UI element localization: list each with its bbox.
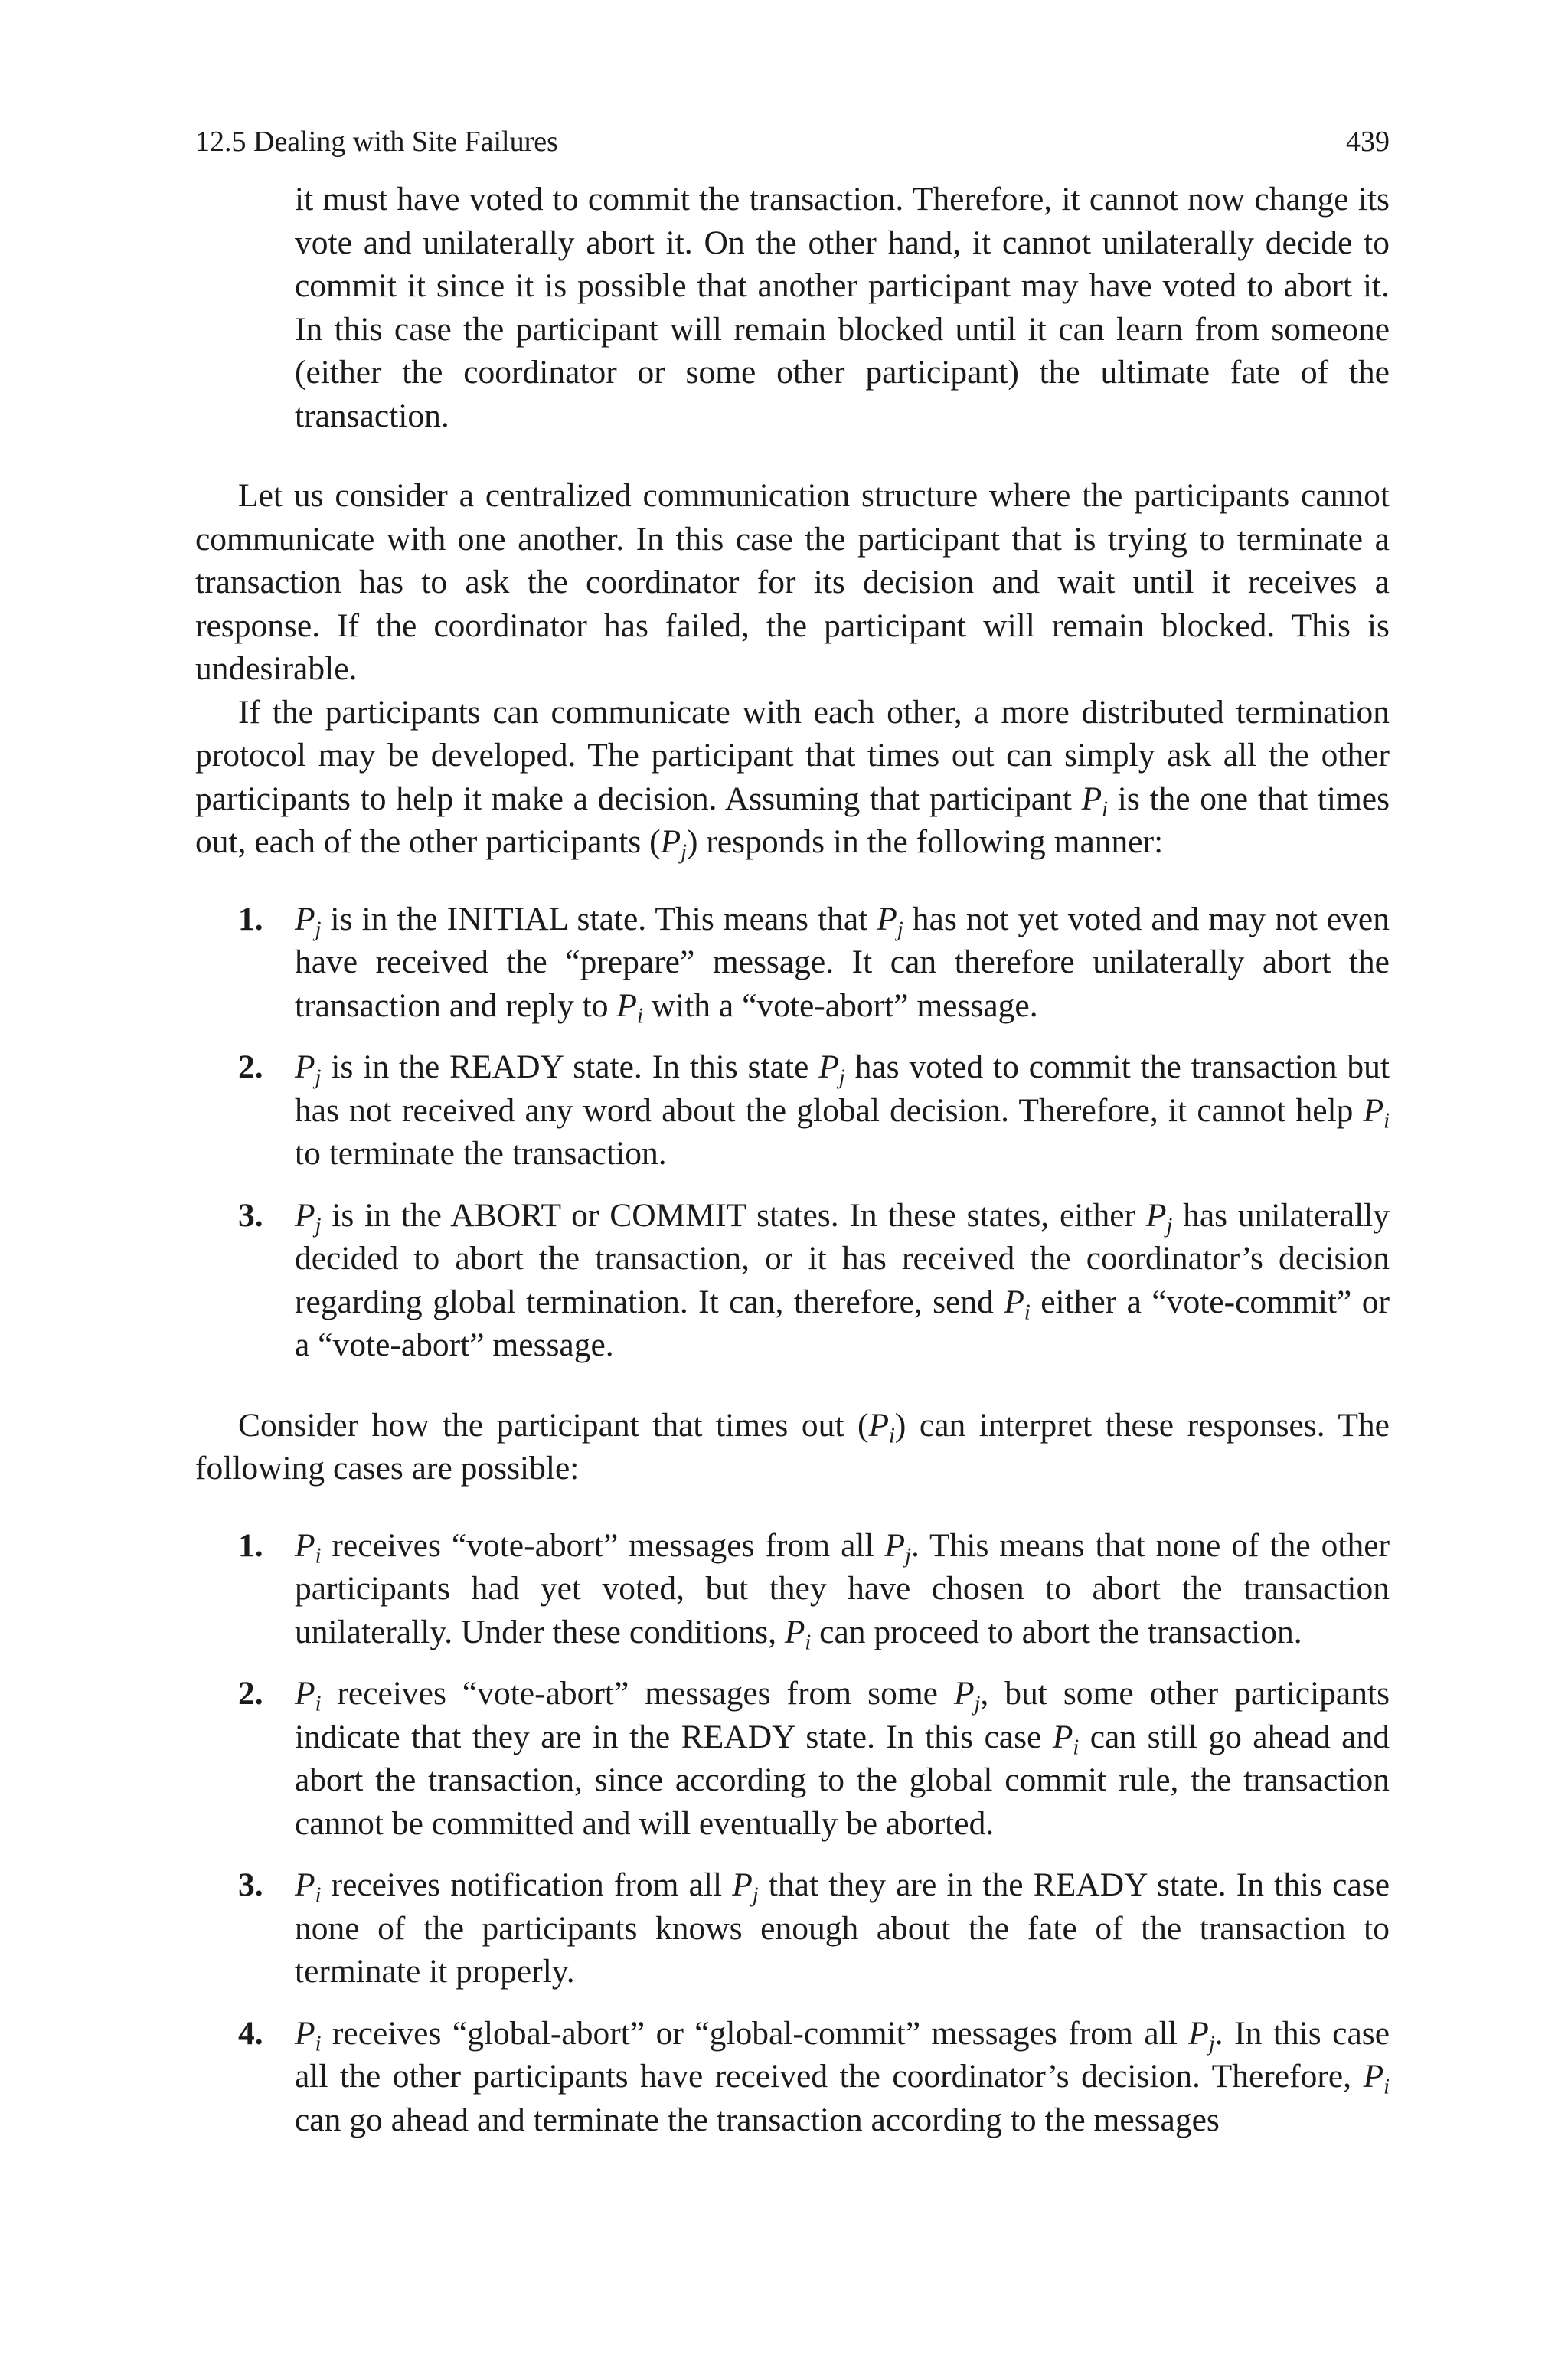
item-number: 1. — [238, 1526, 263, 1564]
text-run: to terminate the transaction. — [295, 1135, 667, 1172]
text-run: with a “vote-abort” message. — [642, 986, 1038, 1024]
list-item — [195, 1045, 1390, 1176]
symbol-p: P — [616, 986, 637, 1024]
text-run: receives notification from all — [321, 1866, 733, 1903]
symbol-p: P — [1363, 1091, 1384, 1129]
subscript-j: j — [315, 1213, 322, 1238]
list-item — [195, 1672, 1390, 1845]
text-run: ) responds in the following manner: — [687, 823, 1164, 860]
symbol-p: P — [1145, 1196, 1167, 1234]
paragraph-centralized: Let us consider a centralized communication structure where the participants cannot communicate with one another. In this case the participant that is trying to terminate a transaction has to ask the coordinator for its decision and wait until it receives a response. If the coordinator has failed, the participant will remain blocked. This is undesirable. — [195, 477, 1390, 687]
subscript-i: i — [315, 2031, 322, 2056]
text-run: can go ahead and terminate the transaction according to the messages — [295, 2101, 1220, 2138]
list-item — [195, 1524, 1390, 1654]
text-run: has not yet voted and may not even have received the “prepare” message. It can therefore unilaterally abort the transaction and reply to — [295, 900, 1390, 1024]
text-run: receives “vote-abort” messages from some — [321, 1675, 954, 1712]
subscript-j: j — [1166, 1213, 1173, 1238]
response-cases-list — [195, 1524, 1390, 2142]
subscript-i: i — [805, 1630, 812, 1654]
symbol-p: P — [953, 1675, 975, 1712]
participant-states-list — [195, 898, 1390, 1367]
text-run: is in the INITIAL state. This means that — [321, 900, 877, 937]
symbol-p: P — [295, 1526, 315, 1564]
continuation-paragraph: it must have voted to commit the transaction. Therefore, it cannot now change its vote and unilaterally abort it. On the other hand, it cannot unilaterally decide to commit it since it is possible that another participant may have voted to abort it. In this case the participant will remain blocked until it can learn from someone (either the coordinator or some other participant) the ultimate fate of the transaction. — [295, 181, 1390, 434]
list-item — [195, 898, 1390, 1028]
text-run: , but some other participants indicate that they are in the READY state. In this case — [295, 1675, 1390, 1755]
text-run: is in the READY state. In this state — [321, 1048, 819, 1085]
symbol-p: P — [295, 2014, 315, 2052]
text-run: has unilaterally decided to abort the transaction, or it has received the coordinator’s decision regarding global termination. It can, therefore, send — [295, 1196, 1390, 1320]
subscript-i: i — [1024, 1300, 1031, 1324]
subscript-i: i — [636, 1003, 643, 1028]
text-run: If the participants can communicate with each other, a more distributed termination protocol may be developed. The participant that times out can simply ask all the other participants to help it make a decision. Assuming that participant — [195, 693, 1390, 817]
symbol-p: P — [1363, 2058, 1384, 2095]
symbol-p: P — [784, 1613, 805, 1650]
symbol-p: P — [868, 1406, 890, 1444]
item-number: 2. — [238, 1675, 263, 1712]
subscript-j: j — [1208, 2031, 1215, 2056]
body-text — [195, 178, 1390, 2141]
symbol-p: P — [660, 823, 681, 860]
subscript-i: i — [315, 1883, 322, 1908]
subscript-j: j — [838, 1065, 845, 1090]
symbol-p: P — [884, 1526, 906, 1564]
running-header — [195, 123, 1390, 161]
text-run: can still go ahead and abort the transaction, since according to the global commit rule, the transaction cannot be committed and will eventually be aborted. — [295, 1718, 1390, 1842]
text-run: is the one that times out, each of the other participants ( — [195, 780, 1390, 860]
subscript-j: j — [897, 917, 903, 941]
text-run: Consider how the participant that times out ( — [238, 1406, 869, 1444]
page-number: 439 — [1346, 126, 1390, 158]
subscript-i: i — [1383, 2075, 1390, 2099]
text-run: ) can interpret these responses. The following cases are possible: — [195, 1406, 1390, 1487]
item-number: 1. — [238, 900, 263, 937]
symbol-p: P — [1052, 1718, 1073, 1755]
subscript-j: j — [905, 1543, 911, 1568]
text-run: . In this case all the other participants have received the coordinator’s decision. Therefore, — [295, 2014, 1390, 2095]
symbol-p: P — [732, 1866, 753, 1903]
paragraph-distributed — [195, 691, 1390, 864]
list-item — [195, 1863, 1390, 1994]
page — [195, 123, 1390, 2141]
item-number: 3. — [238, 1196, 263, 1234]
list-item — [195, 2012, 1390, 2142]
subscript-i: i — [315, 1692, 322, 1716]
symbol-p: P — [818, 1048, 839, 1085]
symbol-p: P — [295, 1048, 315, 1085]
subscript-j: j — [315, 1065, 322, 1090]
subscript-i: i — [315, 1543, 322, 1568]
text-run: that they are in the READY state. In this case none of the participants knows enough about the fate of the transaction to terminate it properly. — [295, 1866, 1390, 1990]
symbol-p: P — [877, 900, 897, 937]
subscript-j: j — [752, 1883, 759, 1908]
subscript-j: j — [315, 917, 322, 941]
symbol-p: P — [295, 900, 315, 937]
subscript-i: i — [1383, 1108, 1390, 1133]
symbol-p: P — [1004, 1283, 1024, 1320]
subscript-j: j — [974, 1692, 981, 1716]
subscript-i: i — [1102, 796, 1109, 821]
symbol-p: P — [1081, 780, 1102, 817]
text-run: has voted to commit the transaction but has not received any word about the global decision. Therefore, it cannot help — [295, 1048, 1390, 1129]
symbol-p: P — [295, 1866, 315, 1903]
symbol-p: P — [295, 1196, 315, 1234]
section-title: 12.5 Dealing with Site Failures — [195, 126, 558, 158]
subscript-i: i — [1073, 1735, 1080, 1759]
subscript-j: j — [681, 840, 687, 865]
item-number: 2. — [238, 1048, 263, 1085]
text-run: . This means that none of the other participants had yet voted, but they have chosen to abort the transaction unilaterally. Under these conditions, — [295, 1526, 1390, 1650]
symbol-p: P — [1188, 2014, 1209, 2052]
text-run: receives “global-abort” or “global-commit” messages from all — [321, 2014, 1189, 2052]
text-run: is in the ABORT or COMMIT states. In these states, either — [321, 1196, 1146, 1234]
list-item — [195, 1194, 1390, 1367]
text-run: can proceed to abort the transaction. — [811, 1613, 1302, 1650]
text-run: either a “vote-commit” or a “vote-abort” message. — [295, 1283, 1390, 1363]
text-run: receives “vote-abort” messages from all — [321, 1526, 885, 1564]
subscript-i: i — [889, 1423, 895, 1447]
item-number: 3. — [238, 1866, 263, 1903]
symbol-p: P — [295, 1675, 315, 1712]
item-number: 4. — [238, 2014, 263, 2052]
paragraph-interpretation — [195, 1404, 1390, 1490]
